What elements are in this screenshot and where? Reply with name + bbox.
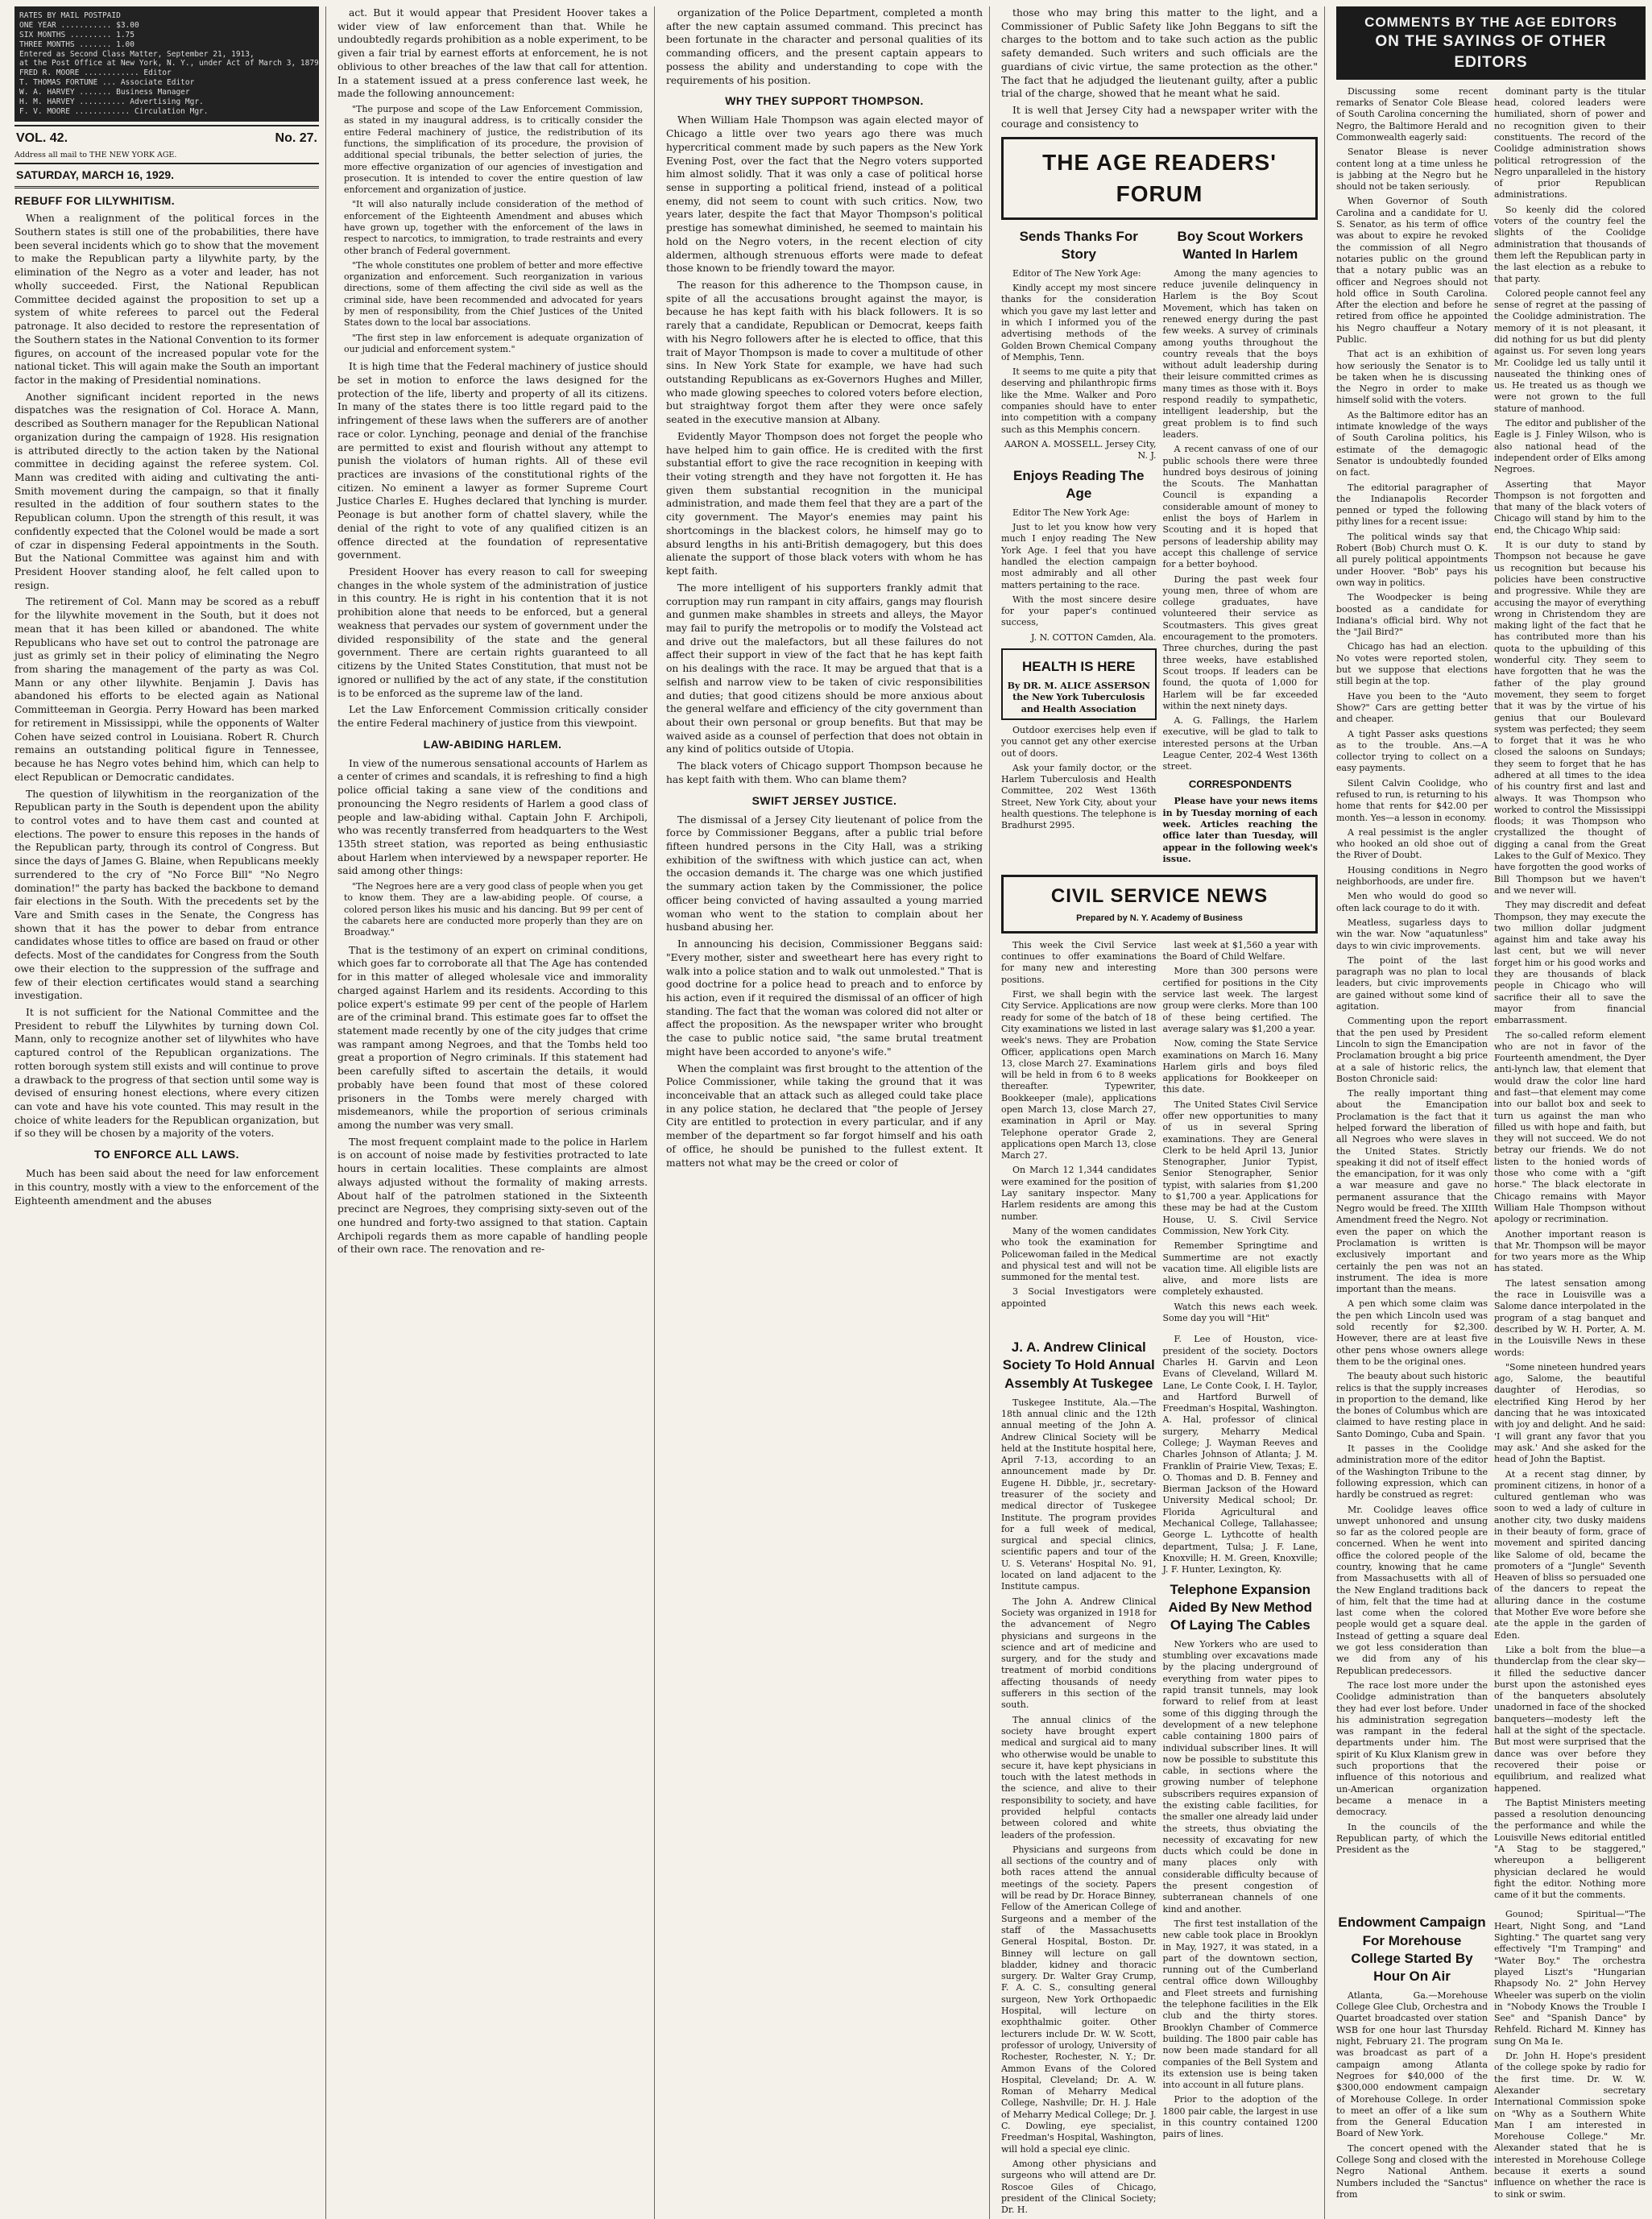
paragraph: Gounod; Spiritual—"The Heart, Night Song, and "Land Sighting." The quartet sang very effectively "I'm Tramping" and "Water Boy." The orchestra played Liszt's "Hungarian Rhapsody No. 2" John Hervey Wheeler was superb on the violin in "Nobody Knows the Trouble I See" and "Spanish Dance" by Rehfeld. Richard M. Kinney has sung On Ma Ie. xyxy=(1494,1909,1646,2047)
masthead-line: Entered as Second Class Matter, September 21, 1913, xyxy=(19,49,255,59)
paragraph: Another significant incident reported in the news dispatches was the resignation of Col. Horace A. Mann, described as Southern manager for the Republican National organization during the campaign of 1928. His resignation is attributed directly to the action taken by the National committee in deciding against the referee system. Col. Mann was credited with aiding and cultivating the anti-Smith movement during the campaign, so that it finally resulted in the addition of four southern states to the Republican column. Upon the strength of this result, it was confidently expected that the Colonel would be made a sort of czar in dispensing Federal appointments in the South. But the National Committee was against him and with President Hoover standing aloof, he felt called upon to resign. xyxy=(14,391,319,591)
morehouse-article xyxy=(1336,1909,1646,2204)
paragraph: The concert opened with the College Song and closed with the Negro National Anthem. Numbers included the "Sanctus" from xyxy=(1336,2142,1488,2200)
health-byline: By DR. M. ALICE ASSERSON the New York Tuberculosis and Health Association xyxy=(1007,681,1150,714)
paragraph: The annual clinics of the society have brought expert medical and surgical aid to many who otherwise would be unable to secure it, have kept physicians in touch with the latest methods in the science, and alive to their responsibility to society, and have provided helpful contacts between colored and white leaders of the profession. xyxy=(1001,1714,1157,1840)
paragraph: The editor and publisher of the Eagle is J. Finley Wilson, who is also national head of the independent order of Elks among Negroes. xyxy=(1494,418,1646,475)
paragraph: Atlanta, Ga.—Morehouse College Glee Club, Orchestra and Quartet broadcasted over station WSB for one hour last Thursday night, February 21. The program was broadcast as part of a campaign among Atlanta Negroes for $40,000 of the $300,000 endowment campaign of Morehouse College. In order to meet an offer of a like sum from the General Education Board of New York. xyxy=(1336,1989,1488,2139)
paragraph: Commenting upon the report that the pen used by President Lincoln to sign the Emancipation Proclamation brought a big price at a sale of historic relics, the Boston Chronicle said: xyxy=(1336,1016,1488,1084)
paragraph: Please have your news items in by Tuesday morning of each week. Articles reaching the office later than Tuesday, will appear in the following week's issue. xyxy=(1162,796,1318,864)
forum-right xyxy=(1163,223,1319,869)
paragraph: The black voters of Chicago support Thompson because he has kept faith with them. Who can blame them? xyxy=(666,760,983,785)
office-line: Address all mail to THE NEW YORK AGE. xyxy=(14,151,177,160)
paragraph: organization of the Police Department, completed a month after the new captain assumed command. This precinct has been fortunate in the character and personal qualities of its commanding officers, and the present captain appears to possess the ability and understanding to cope with the requirements of his position. xyxy=(666,7,983,86)
paragraph: It is our duty to stand by Thompson not because he gave us recognition but because his policies have been constructive and progressive. While they are accusing the mayor of everything wrong in Christendom they are making light of the fact that he has contributed more than his quota to the upbuilding of this wonderful city. They seem to have forgotten that he was the father of the play ground movement, they seem to forget that it was by the virtue of his genius that our Boulevard system was perfected; they seem to forget that it was he who closed the saloons on Sundays; they seem to forget that he has adhered at all times to the idea of his country first and last and always. It was Thompson who worked to control the Mississippi floods; it was Thompson who crystallized the thought of digging a canal from the Great Lakes to the Gulf of Mexico. They have forgotten the good works of Bill Thompson but we haven't and we never will. xyxy=(1494,540,1646,896)
paragraph: Another important reason is that Mr. Thompson will be mayor for two years more as the Whip has stated. xyxy=(1494,1228,1646,1274)
paragraph: At a recent stag dinner, by prominent citizens, in honor of a cultured gentleman who was soon to wed a lady of culture in another city, two dusky maidens in their beauty of form, grace of movement and spirited dancing like Salome of old, became the promoters of a "Jungle" Seventh Heaven of bliss so persuaded one of the dancers to repeat the alluring dance in the costume that Mother Eve wore before she ate the apple in the garden of Eden. xyxy=(1494,1468,1646,1641)
paragraph: Dr. John H. Hope's president of the college spoke by radio for the first time. Dr. W. W. Alexander secretary International Commission spoke on "Why as a Southern White Man I am interested in Morehouse College." Mr. Alexander stated that he is interested in Morehouse College because it exerts a sound influence on whether the race is to sink or swim. xyxy=(1494,2051,1646,2200)
banner-line: ON THE SAYINGS OF OTHER EDITORS xyxy=(1375,33,1607,71)
editorial-title: WHY THEY SUPPORT THOMPSON. xyxy=(725,94,924,108)
paragraph: The race lost more under the Coolidge administration than they had ever lost before. Under his administration segregation was rampant in the federal departments under him. The spirit of Ku Klux Klanism grew in such proportions that the influence of this notorious and un-American organization became a menace in a democracy. xyxy=(1336,1679,1488,1818)
quote-paragraph: "The first step in law enforcement is adequate organization of our judicial and enforcement system." xyxy=(344,332,643,354)
paragraph: The political winds say that Robert (Bob) Church must O. K. all purely political appointments under Hoover. "Bob" pays his own way in politics. xyxy=(1336,531,1488,588)
paragraph: President Hoover has every reason to call for sweeping changes in the whole system of the administration of justice in this country. He is right in his contention that it is not prohibition alone that needs to be enforced, but a general weakness that pervades our system of government under the divided responsibility of the state and the general government. There are certain rights guaranteed to all citizens by the United States Constitution, that must not be ignored or nullified by the act of any state, if the constitution is to be enforced as the supreme law of the land. xyxy=(337,566,648,699)
paragraph: The editorial paragrapher of the Indianapolis Recorder penned or typed the following pithy lines for a recent issue: xyxy=(1336,482,1488,528)
column-2 xyxy=(331,6,655,2219)
civil-left xyxy=(1001,940,1157,1328)
quotation xyxy=(344,881,643,938)
quote-paragraph: "The purpose and scope of the Law Enforcement Commission, as stated in my inaugural address, is to critically consider the entire Federal machinery of justice, the redistribution of its functions, the simplification of its procedure, the provision of additional special tribunals, the better selection of juries, the more effective organization of our agencies of investigation and prosecution. It is intended to cover the entire question of law enforcement and organization of justice. xyxy=(344,104,643,196)
paragraph: That is the testimony of an expert on criminal conditions, which goes far to corroborate all that The Age has contended for in this matter of alleged wholesale vice and immorality charged against Harlem and its residents. According to this police expert's estimate 99 per cent of the people of Harlem are of the criminal brand. This estimate goes far to offset the statement made recently by one of the city judges that crime was rampant among Negroes, and that the Tombs held too great a proportion of Negro criminals. If this statement had been carefully sifted to ascertain the details, it would probably have been found that most of these colored prisoners in the Tombs were merely charged with misdemeanors, while the proportion of serious criminals among the number was very small. xyxy=(337,944,648,1131)
paragraph: Ask your family doctor, or the Harlem Tuberculosis and Health Committee, 202 West 136th Street, New York City, about your health questions. The telephone is Bradhurst 2995. xyxy=(1001,762,1157,831)
paragraph: Prior to the adoption of the 1800 pair cable, the largest in use in this country contained 1200 pairs of lines. xyxy=(1162,2094,1318,2140)
letter-signature: J. N. COTTON Camden, Ala. xyxy=(1031,631,1157,643)
paragraph: Meatless, sugarless days to win the war. Now "aquatunless" days to win civic improvements. xyxy=(1336,917,1488,951)
column-1 xyxy=(8,6,326,2219)
paragraph: When Governor of South Carolina and a candidate for U. S. Senator, as his term of office was about to expire he revoked the commission of all Negro notaries public on the ground that a notary public was an officer and Negroes should not hold office in South Carolina. After the election and before he retired from office he appointed his Negro chauffeur a Notary Public. xyxy=(1336,196,1488,345)
paragraph: In view of the numerous sensational accounts of Harlem as a center of crimes and scandals, it is refreshing to find a high police official taking a sane view of the conditions and pronouncing the Negro residents of Harlem a good class of people and law-abiding withal. Captain John F. Archipoli, who was recently transferred from headquarters to the West 135th street station, was reported as being enthusiastic about Harlem when interviewed by a newspaper reporter. He said among other things: xyxy=(337,757,648,877)
paragraph: dominant party is the titular head, colored leaders were humiliated, shorn of power and no recognition given to their constituents. The record of the Coolidge administration shows political retrogression of the Negro unparalleled in the history of prior Republican administrations. xyxy=(1494,85,1646,201)
paragraph: act. But it would appear that President Hoover takes a wider view of law enforcement than that. While he undoubtedly regards prohibition as a noble experiment, to be given a fair trial by earnest efforts at enforcement, he is not oblivious to other breaches of the law that call for attention. In a statement issued at a press conference last week, he made the following announcement: xyxy=(337,7,648,100)
masthead-line: at the Post Office at New York, N. Y., under Act of March 3, 1879 xyxy=(19,59,319,68)
paragraph: F. Lee of Houston, vice-president of the society. Doctors Charles H. Garvin and Leon Evans of Cleveland, Willard M. Lane, Le Conte Cook, I. H. Taylor, and Hartford Burwell of Freedman's Hospital, Washington. A. Hal, professor of clinical surgery, Meharry Medical College; J. Wayman Reeves and Charles Johnson of Atlanta; J. M. Franklin of Prairie View, Texas; E. O. Thomas and D. B. Fenney and Bierman Jackson of the Howard University Medical school; Dr. Florida Agricultural and Mechanical College, Tallahassee; George L. Lythcotte of health department, Tulsa; J. F. Lane, Knoxville; H. M. Green, Knoxville; J. F. Hunter, Lexington, Ky. xyxy=(1162,1334,1318,1575)
paragraph: A. G. Fallings, the Harlem executive, will be glad to talk to interested persons at the Urban League Center, 202-4 West 136th street. xyxy=(1162,715,1318,772)
article-title: Telephone Expansion Aided By New Method Of Laying The Cables xyxy=(1168,1581,1312,1633)
editorial-title: SWIFT JERSEY JUSTICE. xyxy=(751,793,897,807)
issue-date: SATURDAY, MARCH 16, 1929. xyxy=(14,163,319,188)
paragraph: The latest sensation among the race in Louisville was a Salome dance interpolated in the program of a stag banquet and described by W. H. Porter, A. M. in the Louisville News in these words: xyxy=(1494,1277,1646,1358)
civil-right xyxy=(1163,940,1319,1328)
paragraph: Asserting that Mayor Thompson is not forgotten and that many of the black voters of Chicago will stand by him to the end, the Chicago Whip said: xyxy=(1494,478,1646,536)
morehouse-left xyxy=(1336,1909,1488,2204)
paragraph: So keenly did the colored voters of the country feel the slights of the Coolidge administration that thousands of them left the Republican party in the last election as a rebuke to that party. xyxy=(1494,204,1646,284)
paragraph: The reason for this adherence to the Thompson cause, in spite of all the accusations brought against the mayor, is because he has kept faith with his black followers. It is so rarely that a candidate, Republican or Democrat, keeps faith with his Negro followers after he is elected to office, that this trait of Mayor Thompson is made to cover a multitude of other sins. In New York State for example, we have had such outstanding Republicans as ex-Governors Hughes and Miller, who made glowing speeches to colored voters before election, but straightway forgot them after they were once safely seated in the executive mansion at Albany. xyxy=(666,279,983,426)
correspondents-title: CORRESPONDENTS xyxy=(1188,777,1292,790)
paragraph: last week at $1,560 a year with the Board of Child Welfare. xyxy=(1162,939,1318,963)
readers-forum xyxy=(1001,223,1318,869)
paragraph: The retirement of Col. Mann may be scored as a rebuff for the lilywhite movement in the South, but it does not mean that it has been killed or abandoned. The white Republicans who have set out to control the patronage are just as grimly set in their policy of eliminating the Negro from sharing the management of the party as was Col. Mann or any other lilywhite. Benjamin J. Davis has abandoned his efforts to be elected again as National Committeeman in Georgia. Perry Howard has been marked for retirement in Mississippi, while the opponents of Walter Cohen have seized control in Louisiana. Robert R. Church remains an outstanding political figure in Tennessee, because he has Negro votes behind him, which can help to elect Republican or Democratic candidates. xyxy=(14,596,319,783)
paragraph: The most frequent complaint made to the police in Harlem is on account of noise made by festivities protracted to late hours in certain localities. These complaints are almost always adjusted without the formality of making arrests. About half of the patrolmen stationed in the Sixteenth precinct are Negroes, they comprising sixty-seven out of the one hundred and forty-two assigned to that station. Captain Archipoli regards them as more capable of handling people of their own race. The renovation and re- xyxy=(337,1136,648,1256)
paragraph: It is not sufficient for the National Committee and the President to rebuff the Lilywhites by turning down Col. Mann, only to recognize another set of lilywhites who have captured control of the Republican organizations. The rotten borough system still exists and will continue to prove a drawback to the progress of that section until some way is devised of ensuring honest elections, where every citizen can vote and have his vote counted. This may result in the choice of white leaders for the Republican organization, but if so they will be chosen by a majority of the voters. xyxy=(14,1007,319,1140)
paragraph: Colored people cannot feel any sense of regret at the passing of the Coolidge administration. The memory of it is not pleasant, it did nothing for us but did plenty against us. For seven long years Mr. Coolidge led us tally until it nauseated the thinking ones of us. He treated us as though we were not grown to the full stature of manhood. xyxy=(1494,288,1646,414)
paragraph: As the Baltimore editor has an intimate knowledge of the ways of South Carolina politics, his estimate of the demagogic Senator is undoubtedly founded on fact. xyxy=(1336,409,1488,478)
paragraph: A pen which some claim was the pen which Lincoln used was sold recently for $2,300. However, there are at least five other pens whose owners allege them to be the original ones. xyxy=(1336,1298,1488,1367)
editorial-title: REBUFF FOR LILYWHITISM. xyxy=(14,194,176,208)
article-title: Boy Scout Workers Wanted In Harlem xyxy=(1177,228,1303,262)
paragraph: With the most sincere desire for your paper's continued success, xyxy=(1001,594,1157,628)
quotation xyxy=(344,104,643,355)
paragraph: Watch this news each week. Some day you will "Hit" xyxy=(1162,1301,1318,1324)
quote-paragraph: "The whole constitutes one problem of better and more effective organization and enforcement. Such reorganization in various directions, some of them affecting the civil side as well as the criminal side, have been recommended and advocated for years by men of responsibility, from the Chief Justices of the United States down to the local bar associations. xyxy=(344,259,643,329)
paragraph: Editor The New York Age: xyxy=(1012,507,1130,518)
masthead-line: RATES BY MAIL POSTPAID xyxy=(19,11,121,20)
paragraph: Editor of The New York Age: xyxy=(1012,267,1141,279)
paragraph: The dismissal of a Jersey City lieutenant of police from the force by Commissioner Beggans, after a public trial before fifteen hundred persons in the City Hall, was a striking exhibition of the swiftness with which justice can act, when the occasion demands it. The charge was one which justified the summary action taken by the Commissioner, the police officer being convicted of having assaulted a young married woman who went to the station to complain about her husband abusing her. xyxy=(666,813,983,934)
masthead-line: SIX MONTHS ......... 1.75 xyxy=(19,30,135,39)
civil-service-title: CIVIL SERVICE NEWS xyxy=(1050,885,1269,908)
paragraph: In announcing his decision, Commissioner Beggans said: "Every mother, sister and sweetheart here has every right to walk into a police station and to walk out unmolested." That is good doctrine for a police head to preach and to enforce by his action, even if it required the dismissal of an officer of high standing. The fact that the woman was colored did not alter or affect the proposition. As the newspaper writer who brought the case to public notice said, "the same brutal treatment might have been accorded to anyone's wife." xyxy=(666,938,983,1058)
paragraph: Many of the women candidates who took the examination for Policewoman failed in the Medical and physical test and will not be summoned for the mental test. xyxy=(1001,1225,1157,1283)
paragraph: Physicians and surgeons from all sections of the country and of both races attend the annual meetings of the society. Papers will be read by Dr. Horace Binney, Fellow of the American College of Surgeons and a member of the staff of the Massachusetts General Hospital, Boston. Dr. Binney will lecture on gall bladder, kidney and thoracic surgery. Dr. Walter Gray Crump, F. A. C. S., consulting general surgeon, New York Orthopaedic Hospital, will lecture on exophthalmic goiter. Other lecturers include Dr. W. W. Scott, professor of urology, University of Rochester, Rochester, N. Y.; Dr. Ammon Evans of the Colored Hospital, Cleveland; Dr. A. W. Roman of Meharry Medical College, Nashville; Dr. H. J. Hale of Meharry Medical College; Dr. J. C. Dowling, eye specialist, Freedman's Hospital, Washington, will hold a special eye clinic. xyxy=(1001,1844,1157,2155)
column-4 xyxy=(995,6,1325,2219)
article-title: Endowment Campaign For Morehouse College Started By Hour On Air xyxy=(1338,1915,1486,1984)
quote-paragraph: "The Negroes here are a very good class of people when you get to know them. They are a law-abiding people. Of course, a colored person likes his music and his dancing. But 99 per cent of the cabarets here are conducted more properly than they are on Broadway." xyxy=(344,881,643,938)
paragraph: The first test installation of the new cable took place in Brooklyn in May, 1927, it was stated, in a part of the downtown section, running out of the Cumberland central office down Willoughby and Fleet streets and furnishing the telephone facilities in the Elk club and the thirty stores. Brooklyn Chamber of Commerce building. The 1800 pair cable has now been made standard for all companies of the Bell System and its extension use is being taken into account in all future plans. xyxy=(1162,1918,1318,2091)
paragraph: Mr. Coolidge leaves office unwept unhonored and unsung so far as the colored people are concerned. When he went into office the colored people of the country, knowing that he came from Massachusetts with all of the New England traditions back of him, felt that the time had at last come when the colored people would get a square deal. Instead of getting a square deal we got less consideration than we did from any of his Republican predecessors. xyxy=(1336,1504,1488,1676)
paragraph: When the complaint was first brought to the attention of the Police Commissioner, while taking the ground that it was inconceivable that an attack such as alleged could take place in any police station, he declared that "the people of Jersey City are entitled to protection in every particular, and if any member of the department so far forgot himself and his oath of office, he should be punished to the fullest extent. It matters not what may be the creed or color of xyxy=(666,1062,983,1169)
paragraph: It is high time that the Federal machinery of justice should be set in motion to enforce the laws designed for the protection of the life, liberty and property of all its citizens. In many of the states there is too little regard paid to the infringement of these laws when the sufferers are of another race or color. Lynching, peonage and denial of the franchise are permitted to exist and flourish without any attempt to punish the violators of human rights. All of these evil practices are invasions of the constitutional rights of the citizen. No eminent a lawyer as former Supreme Court Justice Charles E. Hughes declared that lynching is murder. Peonage is but another form of chattel slavery, while the denial of the right to vote of any qualified citizen is an offence directed at the foundation of representative government. xyxy=(337,361,648,561)
paragraph: The Baptist Ministers meeting passed a resolution denouncing the performance and while the Louisville News editorial entitled "A Stag to be staggered," whereupon a belligerent physician declared he would fight the editor. Nothing more came of it but the comments. xyxy=(1494,1797,1646,1901)
masthead-line: ONE YEAR ........... $3.00 xyxy=(19,20,139,30)
volume: VOL. 42. xyxy=(16,130,68,145)
editors-comments-banner xyxy=(1336,6,1646,80)
paragraph: The beauty about such historic relics is that the supply increases in proportion to the demand, like the bones of Columbus which are claimed to have resting place in Santo Domingo, Cuba and Spain. xyxy=(1336,1371,1488,1439)
banner-line: COMMENTS BY THE AGE EDITORS xyxy=(1364,14,1617,30)
morehouse-right xyxy=(1494,1909,1646,2204)
paragraph: Just to let you know how very much I enjoy reading The New York Age. I feel that you have handled the election campaign most admirably and all other matters pertaining to the race. xyxy=(1001,522,1157,590)
paragraph: Among other physicians and surgeons who will attend are Dr. Roscoe Giles of Chicago, president of the Clinical Society; Dr. H. xyxy=(1001,2158,1157,2216)
paragraph: The John A. Andrew Clinical Society was organized in 1918 for the advancement of Negro physicians and surgeons in the science and art of medicine and surgery, and for the study and treatment of morbid conditions affecting thousands of needy sufferers in this section of the south. xyxy=(1001,1596,1157,1711)
paragraph: Chicago has had an election. No votes were reported stolen, but we suppose that elections still begin at the top. xyxy=(1336,641,1488,687)
paragraph: They may discredit and defeat Thompson, they may execute the two million dollar judgment against him and take away his last cent, but we will never forget him or his good works and they are thousands of black people in Chicago who will sacrifice their all to save the mayor from financial embarrassment. xyxy=(1494,900,1646,1026)
andrew-society-article xyxy=(1001,1334,1318,2219)
forum-left xyxy=(1001,223,1157,869)
paragraph: Have you been to the "Auto Show?" Cars are getting better and cheaper. xyxy=(1336,690,1488,725)
paragraph: Men who would do good so often lack courage to do it with. xyxy=(1336,891,1488,913)
paragraph: It seems to me quite a pity that deserving and philanthropic firms like the Mme. Walker and Poro companies should have to enter into competition with a company such as this Memphis concern. xyxy=(1001,366,1157,435)
masthead-line: H. M. HARVEY .......... Advertising Mgr. xyxy=(19,97,204,106)
letter-signature: AARON A. MOSSELL. Jersey City, N. J. xyxy=(1004,438,1157,462)
paragraph: When a realignment of the political forces in the Southern states is still one of the probabilities, there have been several incidents which go to show that the movement to make the Republican party a lilywhite party, by the elimination of the Negro as a voter and leader, has not wholly succeeded. First, the National Republican Committee decided against the proposition to set up a system of white referees to parcel out the Federal patronage. It also decided to restore the representation of the Southern states in the National Convention to its former figures, on account of the increased popular vote for the national ticket. This will again make the South an important factor in the making of Presidential nominations. xyxy=(14,213,319,386)
paragraph: It passes in the Coolidge administration more of the editor of the Washington Tribune to the following expression, which can hardly be construed as regret: xyxy=(1336,1443,1488,1501)
editors-comments xyxy=(1336,86,1646,1905)
comments-right xyxy=(1494,86,1646,1905)
masthead-line: F. V. MOORE ............ Circulation Mgr. xyxy=(19,106,209,116)
masthead-line: THREE MONTHS ....... 1.00 xyxy=(19,39,135,49)
paragraph: New Yorkers who are used to stumbling over excavations made by the placing underground of everything from water pipes to rapid transit tunnels, may look forward to relief from at least some of this digging through the development of a new telephone cable containing 1800 pairs of individual subscriber lines. It will now be possible to substitute this cable, in sections where the growing number of telephone subscribers requires expansion of the existing cable facilities, for the smaller one already laid under the streets, thus obviating the necessity of excavating for new ducts which could be done in many places only with considerable difficulty because of the present congestion of subterranean channels of one kind and another. xyxy=(1162,1638,1318,1915)
article-title: J. A. Andrew Clinical Society To Hold Annual Assembly At Tuskegee xyxy=(1002,1339,1155,1391)
quote-paragraph: "It will also naturally include consideration of the method of enforcement of the Eighteenth Amendment and abuses which have grown up, together with the enforcement of the laws in respect to narcotics, to immigration, to trade restraints and every other branch of Federal government. xyxy=(344,199,643,256)
paragraph: Silent Calvin Coolidge, who refused to run, is returning to his home that rents for $42.00 per month. Yes—a lesson in economy. xyxy=(1336,777,1488,823)
civil-service-news xyxy=(1001,940,1318,1328)
letter-title: Enjoys Reading The Age xyxy=(1013,467,1145,501)
andrew-right xyxy=(1163,1334,1319,2219)
paragraph: Remember Springtime and Summertime are not exactly vacation time. All eligible lists are alive, and more lists are completely exhausted. xyxy=(1162,1240,1318,1298)
paragraph: The so-called reform element who are not in favor of the Fourteenth amendment, the Dyer anti-lynch law, that element that would draw the color line hard and fast—that element may come into our ballot box and seek to turn us against the man who filled us with hope and faith, but they will not succeed. We do not betray our friends. We do not listen to the honied words of those who come with a "gift horse." The black electorate in Chicago remains with Mayor William Hale Thompson without apology or recrimination. xyxy=(1494,1029,1646,1225)
paragraph: Outdoor exercises help even if you cannot get any other exercise out of doors. xyxy=(1001,725,1157,759)
paragraph: Among the many agencies to reduce juvenile delinquency in Harlem is the Boy Scout Movement, which has taken on renewed energy during the past few weeks. A survey of criminals among youths throughout the country reveals that the boys without adult leadership during their leisure committed crimes as many times as those with it. Boys respond readily to sympathetic, intelligent leadership, but the great problem is to find such leaders. xyxy=(1162,267,1318,440)
issue-number: No. 27. xyxy=(275,130,317,145)
paragraph: those who may bring this matter to the light, and a Commissioner of Public Safety like John Beggans to sift the charges to the bottom and to take such action as the public safety demanded. Such writers and such officials are the guardians of civic virtue, the same protection as the other." The fact that he adjudged the lieutenant guilty, after a public trial of the charge, showed that he meant what he said. xyxy=(1001,7,1318,100)
paragraph: It is well that Jersey City had a newspaper writer with the courage and consistency to xyxy=(1001,105,1318,130)
paragraph: The really important thing about the Emancipation Proclamation is the fact that it helped forward the liberation of all Negroes who were slaves in the United States. Strictly speaking it did not of itself effect the emancipation, for it was only a war measure and gave no permanent assurance that the Negro would be freed. The XIIIth Amendment freed the Negro. Not even the paper on which the Proclamation is written is exclusively important and certainly the pen was not an instrument. The idea is more important than the means. xyxy=(1336,1088,1488,1295)
civil-service-byline: Prepared by N. Y. Academy of Business xyxy=(1076,913,1243,923)
paragraph: Now, coming the State Service examinations on March 16. Many Harlem girls and boys filed applications for Bookkeeper on this date. xyxy=(1162,1038,1318,1095)
paragraph: When William Hale Thompson was again elected mayor of Chicago a little over two years ago there was much hypercritical comment made by such papers as the New York Evening Post, over the fact that the Negro voters supported him almost solidly. That it was only a case of political horse sense in supporting a political friend, instead of a political enemy, did not seem to count with such critics. Now, two years later, despite the fact that Mayor Thompson's political prestige has somewhat diminished, he seemed to maintain his hold on the Negro voters, in the recent election of city aldermen, although strenuous efforts were made to defeat those known to be friendly toward the mayor. xyxy=(666,114,983,275)
paragraph: Tuskegee Institute, Ala.—The 18th annual clinic and the 12th annual meeting of the John A. Andrew Clinical Society will be held at the Institute hospital here, April 7-13, according to an announcement made by Dr. Eugene H. Dibble, jr., secretary-treasurer of the society and medical director of Tuskegee Institute. The program provides for a full week of medical, surgical and special clinics, scientific papers and tour of the U. S. Veterans' Hospital No. 91, located on land adjacent to the Institute campus. xyxy=(1001,1397,1157,1592)
paragraph: In the councils of the Republican party, of which the President as the xyxy=(1336,1821,1488,1856)
civil-service-banner xyxy=(1001,875,1318,934)
masthead-line: FRED R. MOORE ............ Editor xyxy=(19,68,172,78)
masthead xyxy=(14,6,319,122)
paragraph: The United States Civil Service offer new opportunities to many of us in several Spring examinations. They are General Clerk to be held April 13, Junior Stenographer, Junior Typist, Senior Stenographer, Senior typist, with salaries from $1,200 to $1,700 a year. Applications for these may be had at the Custom House, U. S. Civil Service Commission, New York City. xyxy=(1162,1099,1318,1236)
column-5 xyxy=(1330,6,1652,2219)
health-box xyxy=(1001,648,1157,720)
paragraph: 3 Social Investigators were appointed xyxy=(1001,1286,1157,1309)
paragraph: "Some nineteen hundred years ago, Salome, the beautiful daughter of Herodias, so electrified King Herod by her dancing that he was intoxicated with joy and delight. And he said: 'I will grant any favor that you may ask.' And she asked for the head of John the Baptist. xyxy=(1494,1361,1646,1465)
health-title: HEALTH IS HERE xyxy=(1022,659,1136,675)
masthead-line: T. THOMAS FORTUNE ... Associate Editor xyxy=(19,78,195,88)
masthead-line: W. A. HARVEY ....... Business Manager xyxy=(19,88,190,97)
paragraph: A real pessimist is the angler who hooked an old shoe out of the River of Doubt. xyxy=(1336,826,1488,861)
paragraph: Senator Blease is never content long at a time unless he is jabbing at the Negro but he should not be taken seriously. xyxy=(1336,147,1488,193)
column-3 xyxy=(660,6,990,2219)
paragraph: First, we shall begin with the City Service. Applications are now ready for some of the batch of 18 City examinations we listed in last week's news. They are Probation Officer, applications open March 13, close March 27. Examinations will be held in from 6 to 8 weeks thereafter. Typewriter, Bookkeeper (male), applications open March 13, close March 27, examination in April or May. Telephone operator Grade 2, applications open March 13, close March 27. xyxy=(1001,989,1157,1161)
editorial-title: TO ENFORCE ALL LAWS. xyxy=(93,1148,240,1161)
paragraph: The question of lilywhitism in the reorganization of the Republican party in the South is dependent upon the ability to control votes and to have them cast and counted at elections. The power to ensure this reposes in the hands of the Republican party, through its control of Congress. But since the days of James G. Blaine, when Republicans meekly surrendered to the cry of "No Force Bill" "No Negro domination!" the party has backed the backbone to demand fair elections in the South. With the precedents set by the Vare and Smith cases in the Senate, the Congress has shown that it has the power to debar from entrance candidates whose titles to office are based on fraud or other defects. Most of the candidates for Congress from the South owe their election to the suppression of the suffrage and few of their election certificates would stand a searching investigation. xyxy=(14,788,319,1002)
paragraph: The Woodpecker is being boosted as a candidate for Indiana's official bird. Why not the "Jail Bird?" xyxy=(1336,592,1488,638)
paragraph: The more intelligent of his supporters frankly admit that corruption may run rampant in city affairs, gangs may flourish and gunmen make shambles in streets and alleys, the Mayor may fail to purify the metropolis or to modify the Volstead act and drive out the malefactors, but all these failures do not affect their support in view of the fact that he has kept faith on his dealings with the race. It may be argued that that is a selfish and narrow view to be taken of civic responsibilities and duties; that good citizens should be more anxious about the general welfare and efficiency of the city government than about their own personal or group benefits. But that may be waived aside as a counsel of perfection that does not obtain in any kind of politics outside of Utopia. xyxy=(666,582,983,756)
readers-forum-banner: THE AGE READERS' FORUM xyxy=(1001,137,1318,219)
paragraph: Much has been said about the need for law enforcement in this country, mostly with a view to the enforcement of the Eighteenth amendment and the abuses xyxy=(14,1168,319,1207)
paragraph: Kindly accept my most sincere thanks for the consideration which you gave my last letter and in which I informed you of the advertising methods of the Golden Brown Chemical Company of Memphis, Tenn. xyxy=(1001,283,1157,362)
volume-row xyxy=(14,125,319,149)
paragraph: During the past week four young men, three of whom are college graduates, have volunteered their service as Scoutmasters. This gives great encouragement to the promoters. Three churches, during the past three weeks, have established Scout troops. If leaders can be found, the quota of 1,000 for Harlem will be far exceeded within the next ninety days. xyxy=(1162,573,1318,711)
paragraph: More than 300 persons were certified for positions in the City service last week. The largest group were clerks. More than 100 of these being certified. The average salary was $1,200 a year. xyxy=(1162,966,1318,1034)
paragraph: Evidently Mayor Thompson does not forget the people who have helped him to gain office. He is credited with the first substantial effort to give the race recognition in keeping with their voting strength and they have not forgotten it. He has given them substantial recognition in the municipal administration, and made them feel that they are a part of the city government. The Mayor's enemies may paint his shortcomings in the blackest colors, he himself may go to absurd lengths in his anti-British demagogery, but this does alienate the support of those black voters with whom he has kept faith. xyxy=(666,430,983,578)
paragraph: That act is an exhibition of how seriously the Senator is to be taken when he is discussing the Negro in order to make himself solid with the voters. xyxy=(1336,349,1488,406)
paragraph: Like a bolt from the blue—a thunderclap from the clear sky—it filled the seductive dancer burst upon the astonished eyes of the banqueters absolutely unadorned in face of the shocked banqueters—modesty left the hall at the sight of the spectacle. But most were surprised that the dance was over before they recovered their poise or equilibrium, and realized what happened. xyxy=(1494,1644,1646,1794)
paragraph: Let the Law Enforcement Commission critically consider the entire Federal machinery of justice from this viewpoint. xyxy=(337,704,648,729)
paragraph: Housing conditions in Negro neighborhoods, are under fire. xyxy=(1336,864,1488,888)
letter-title: Sends Thanks For Story xyxy=(1019,228,1138,262)
editorial-title: LAW-ABIDING HARLEM. xyxy=(423,737,562,751)
comments-left xyxy=(1336,86,1488,1905)
paragraph: The point of the last paragraph was no plan to local leaders, but civic improvements are gained without some kind of agitation. xyxy=(1336,954,1488,1012)
paragraph: This week the Civil Service continues to offer examinations for many new and interesting positions. xyxy=(1001,939,1157,985)
andrew-left xyxy=(1001,1334,1157,2219)
paragraph: On March 12 1,344 candidates were examined for the position of Lay sanitary inspector. Many Harlem residents are among this number. xyxy=(1001,1165,1157,1222)
paragraph: Discussing some recent remarks of Senator Cole Blease of South Carolina concerning the Negro, the Baltimore Herald and Commonwealth eagerly said: xyxy=(1336,85,1488,143)
paragraph: A recent canvass of one of our public schools there were three hundred boys desirous of joining the Scouts. The Manhattan Council is expanding a considerable amount of money to enlist the boys of Harlem in Scouting and it is hoped that persons of leadership ability may accept this challenge of service for a better boyhood. xyxy=(1162,444,1318,570)
paragraph: A tight Passer asks questions as to the trouble. Ans.—A collector trying to collect on a easy payments. xyxy=(1336,728,1488,774)
